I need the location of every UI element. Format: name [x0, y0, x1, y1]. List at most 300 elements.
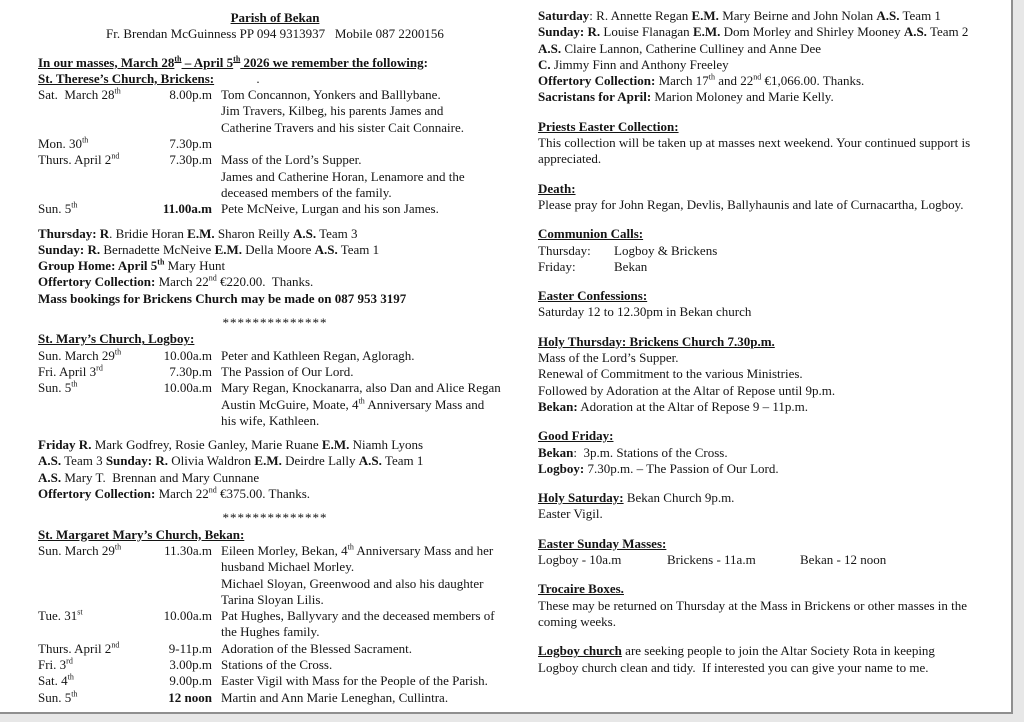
text-segment: Offertory Collection: — [38, 274, 156, 290]
intention-line — [221, 673, 512, 689]
text-segment: Parish of Bekan — [230, 10, 320, 25]
text-segment: St. Therese’s Church, Brickens: — [38, 70, 215, 86]
text-line — [538, 135, 1010, 151]
text-segment: appreciated. — [538, 151, 602, 167]
schedule-day — [38, 608, 156, 641]
text-segment: 7.30p.m — [169, 152, 212, 168]
spacer — [538, 168, 1010, 181]
schedule-row — [38, 690, 512, 706]
mass-schedule — [38, 348, 512, 429]
text-line — [538, 304, 1010, 320]
text-segment: 3.00p.m — [169, 656, 212, 672]
text-segment: Fri. 3 — [38, 656, 67, 672]
spacer — [38, 218, 512, 226]
text-segment: Team 1 — [381, 453, 424, 469]
text-segment: Marion Moloney and Marie Kelly. — [651, 89, 834, 105]
separator: ************** — [222, 315, 328, 331]
text-segment: 10.00a.m — [163, 347, 212, 363]
schedule-row — [38, 348, 512, 364]
schedule-intentions — [212, 364, 512, 380]
text-segment: A.S. — [38, 453, 62, 469]
text-line — [538, 350, 1010, 366]
schedule-day — [38, 152, 156, 201]
text-segment: 11.30a.m — [164, 542, 212, 558]
text-line — [38, 71, 512, 87]
text-segment: €1,066.00. Thanks. — [761, 73, 865, 89]
text-segment: 7.30p.m — [169, 363, 212, 379]
text-segment: 7.30p.m. – The Passion of Our Lord. — [584, 460, 779, 476]
pair-value: Bekan — [614, 258, 648, 274]
text-segment: Adoration at the Altar of Repose 9 – 11p.m. — [577, 398, 808, 414]
text-segment: Priests Easter Collection: — [538, 118, 679, 134]
text-segment: Holy Saturday: — [538, 490, 624, 506]
schedule-time — [156, 348, 212, 364]
text-segment: St. Margaret Mary’s Church, Bekan: — [38, 526, 245, 542]
schedule-day — [38, 87, 156, 136]
spacer — [538, 106, 1010, 119]
intention-line — [221, 592, 512, 608]
schedule-time — [156, 690, 212, 706]
text-segment: Please pray for John Regan, Devlis, Ballyhaunis and late of Curnacartha, Logboy. — [538, 196, 964, 212]
schedule-day — [38, 201, 156, 217]
spacer — [38, 43, 512, 55]
schedule-time — [156, 136, 212, 152]
text-segment: Easter Confessions: — [538, 288, 648, 304]
schedule-time — [156, 152, 212, 201]
schedule-time — [156, 673, 212, 689]
text-segment: th — [114, 86, 121, 96]
text-segment: th — [71, 200, 78, 210]
text-segment: Followed by Adoration at the Altar of Repose until 9p.m. — [538, 382, 836, 398]
text-line — [538, 181, 1010, 197]
text-segment: Sunday: R. — [38, 241, 101, 257]
schedule-intentions — [212, 690, 512, 706]
schedule-day — [38, 690, 156, 706]
text-segment: A.S. — [314, 241, 338, 257]
spacer — [538, 477, 1010, 490]
text-segment: Thursday: R — [38, 225, 110, 241]
text-segment: Mary Hunt — [164, 258, 226, 274]
text-segment: th — [174, 54, 182, 64]
text-segment: E.M. — [214, 241, 243, 257]
text-line — [538, 383, 1010, 399]
text-line — [538, 506, 1010, 522]
text-line — [538, 226, 1010, 242]
mass-schedule — [38, 87, 512, 217]
intention-line — [221, 364, 512, 380]
text-segment: th — [114, 542, 122, 552]
schedule-day — [38, 673, 156, 689]
text-line — [538, 490, 1010, 506]
text-segment: th — [67, 672, 74, 682]
text-line — [38, 291, 512, 307]
text-segment: 2026 we remember the following — [240, 54, 424, 70]
text-segment: C. — [538, 56, 551, 72]
schedule-day — [38, 364, 156, 380]
text-segment: Tom Concannon, Yonkers and Balllybane. — [221, 87, 441, 103]
text-segment: Sunday: R. — [538, 24, 601, 40]
text-segment: nd — [208, 274, 217, 284]
text-segment: Team 1 — [337, 241, 380, 257]
text-segment: March 22 — [155, 274, 209, 290]
text-segment: rd — [66, 656, 73, 666]
text-line — [538, 598, 1010, 614]
schedule-intentions — [212, 136, 512, 152]
schedule-intentions — [212, 608, 512, 641]
intention-line — [221, 543, 512, 559]
text-segment: Easter Sunday Masses: — [538, 535, 667, 551]
text-segment: Michael Sloyan, Greenwood and also his daughter — [221, 575, 484, 591]
text-segment: Friday R. — [38, 437, 92, 453]
text-segment: E.M. — [254, 453, 282, 469]
text-segment: A.S. — [903, 24, 927, 40]
text-segment: th — [71, 689, 78, 699]
text-line — [538, 366, 1010, 382]
text-segment: th — [114, 347, 122, 357]
text-segment: Pete McNeive, Lurgan and his son James. — [221, 201, 439, 217]
text-line — [538, 428, 1010, 444]
schedule-row — [38, 657, 512, 673]
spacer — [538, 523, 1010, 536]
spacer — [38, 307, 512, 315]
schedule-time — [156, 641, 212, 657]
text-segment: 10.00a.m — [163, 380, 212, 396]
intention-line — [221, 136, 512, 152]
intention-line — [221, 201, 512, 217]
text-line — [538, 643, 1010, 659]
intention-line — [221, 103, 512, 119]
text-segment: Trocaire Boxes. — [538, 581, 624, 597]
schedule-day — [38, 136, 156, 152]
text-segment: Renewal of Commitment to the various Ministries. — [538, 366, 803, 382]
text-segment: Peter and Kathleen Regan, Agloragh. — [221, 347, 415, 363]
text-segment: Sun. 5 — [38, 380, 72, 396]
text-segment: Holy Thursday: Brickens Church 7.30p.m. — [538, 333, 775, 349]
text-segment: nd — [208, 485, 217, 495]
text-segment: coming weeks. — [538, 613, 616, 629]
text-segment: husband Michael Morley. — [221, 559, 355, 575]
text-segment: A.S. — [876, 8, 900, 23]
text-segment: Team 2 — [926, 24, 969, 40]
text-segment: Mass of the Lord’s Supper. — [221, 152, 362, 168]
schedule-row — [38, 673, 512, 689]
text-segment: Death: — [538, 180, 576, 196]
text-line — [38, 470, 512, 486]
separator: ************** — [222, 510, 328, 526]
text-segment: Dom Morley and Shirley Mooney — [720, 24, 904, 40]
schedule-day — [38, 657, 156, 673]
text-segment: March 22 — [155, 486, 209, 502]
intention-line — [221, 87, 512, 103]
label-value-row — [538, 259, 1010, 275]
schedule-row — [38, 201, 512, 217]
text-line — [538, 151, 1010, 167]
text-segment: th — [358, 396, 365, 406]
text-segment: th — [233, 54, 241, 64]
text-segment: Anniversary Mass and her — [353, 542, 494, 558]
text-segment: Bekan — [538, 444, 574, 460]
text-segment: Deirdre Lally — [281, 453, 359, 469]
schedule-time — [156, 201, 212, 217]
text-segment: are seeking people to join the Altar Society Rota in keeping — [621, 643, 935, 659]
schedule-day — [38, 543, 156, 608]
text-segment: Bekan Church 9p.m. — [623, 490, 735, 506]
text-line — [538, 334, 1010, 350]
text-segment: Martin and Ann Marie Leneghan, Cullintra. — [221, 689, 449, 705]
text-segment: Easter Vigil with Mass for the People of the Parish. — [221, 673, 488, 689]
text-segment: th — [157, 257, 165, 267]
text-segment: Catherine Travers and his sister Cait Connaire. — [221, 119, 464, 135]
schedule-time — [156, 543, 212, 608]
text-line — [538, 119, 1010, 135]
text-segment: These may be returned on Thursday at the Mass in Brickens or other masses in the — [538, 597, 968, 613]
column-item: Logboy - 10a.m — [538, 552, 622, 568]
text-segment: Fri. April 3 — [38, 363, 97, 379]
text-line — [538, 614, 1010, 630]
text-segment: Sun. March 29 — [38, 347, 115, 363]
text-segment: : — [423, 54, 428, 70]
mass-schedule — [38, 543, 512, 706]
text-segment: nd — [111, 640, 120, 650]
schedule-row — [38, 380, 512, 429]
column-item: Bekan - 12 noon — [800, 552, 887, 568]
text-segment: E.M. — [691, 8, 719, 23]
schedule-day — [38, 380, 156, 429]
text-line — [38, 10, 512, 26]
text-segment: Olivia Waldron — [167, 453, 255, 469]
column-item: Brickens - 11a.m — [667, 552, 756, 568]
schedule-intentions — [212, 87, 512, 136]
text-segment: : R. Annette Regan — [589, 8, 692, 23]
text-segment: th — [347, 542, 354, 552]
text-segment: Jim Travers, Kilbeg, his parents James and — [221, 103, 444, 119]
text-segment: In our masses, March 28 — [38, 54, 175, 70]
intention-line — [221, 690, 512, 706]
intention-line — [221, 397, 512, 413]
schedule-intentions — [212, 380, 512, 429]
text-segment: Bernadette McNeive — [100, 241, 215, 257]
text-segment: Easter Vigil. — [538, 506, 603, 522]
text-line — [538, 399, 1010, 415]
text-segment: Thurs. April 2 — [38, 640, 112, 656]
text-segment: : 3p.m. Stations of the Cross. — [573, 444, 728, 460]
intention-line — [221, 641, 512, 657]
text-segment: Mass of the Lord’s Supper. — [538, 350, 679, 366]
text-line — [38, 274, 512, 290]
text-line — [38, 55, 512, 71]
text-segment: Jimmy Finn and Anthony Freeley — [550, 56, 729, 72]
text-segment: Adoration of the Blessed Sacrament. — [221, 640, 412, 656]
text-segment: St. Mary’s Church, Logboy: — [38, 331, 195, 347]
spacer — [38, 429, 512, 437]
schedule-day — [38, 348, 156, 364]
text-segment: Offertory Collection: — [538, 73, 656, 89]
text-segment: Group Home: April 5 — [38, 258, 158, 274]
schedule-row — [38, 87, 512, 136]
text-line — [38, 242, 512, 258]
text-line — [538, 8, 1010, 24]
text-segment: Thurs. April 2 — [38, 152, 112, 168]
text-segment: E.M. — [692, 24, 721, 40]
text-segment: Mary T. Brennan and Mary Cunnane — [61, 469, 260, 485]
label-value-list — [538, 243, 1010, 276]
text-line — [38, 527, 512, 543]
intention-line — [221, 608, 512, 624]
text-segment: deceased members of the family. — [221, 184, 392, 200]
schedule-intentions — [212, 641, 512, 657]
intention-line — [221, 185, 512, 201]
intention-line — [221, 120, 512, 136]
pair-label: Friday: — [538, 258, 576, 274]
text-segment: Mon. 30 — [38, 136, 83, 152]
text-segment: Team 3 — [61, 453, 106, 469]
text-segment: and 22 — [714, 73, 754, 89]
text-segment: Mary Beirne and John Nolan — [718, 8, 877, 23]
schedule-intentions — [212, 543, 512, 608]
text-segment: Fr. Brendan McGuinness PP 094 9313937 Mobile 087 2200156 — [106, 26, 444, 42]
intention-line — [221, 576, 512, 592]
text-segment: 8.00p.m — [169, 87, 212, 103]
text-segment: Della Moore — [242, 241, 315, 257]
text-segment: 7.30p.m — [169, 136, 212, 152]
text-segment: The Passion of Our Lord. — [221, 363, 354, 379]
schedule-row — [38, 136, 512, 152]
text-line — [38, 258, 512, 274]
text-segment: A.S. — [538, 40, 562, 56]
intention-line — [221, 559, 512, 575]
text-segment: nd — [111, 152, 120, 162]
text-segment: – April 5 — [181, 54, 234, 70]
text-segment: E.M. — [187, 225, 215, 241]
text-line — [538, 660, 1010, 676]
schedule-intentions — [212, 348, 512, 364]
text-line — [538, 73, 1010, 89]
spacer — [538, 415, 1010, 428]
text-segment: James and Catherine Horan, Lenamore and the — [221, 168, 465, 184]
text-segment: Austin McGuire, Moate, 4 — [221, 396, 359, 412]
text-segment: Logboy church — [538, 643, 622, 659]
schedule-intentions — [212, 673, 512, 689]
text-line — [538, 89, 1010, 105]
label-value-row — [538, 243, 1010, 259]
text-segment: A.S. — [358, 453, 382, 469]
schedule-intentions — [212, 152, 512, 201]
text-segment: Mass bookings for Brickens Church may be made on 087 953 3197 — [38, 290, 407, 306]
intention-line — [221, 380, 512, 396]
text-segment: Claire Lannon, Catherine Culliney and Anne Dee — [561, 40, 822, 56]
text-segment: Communion Calls: — [538, 226, 644, 242]
text-line — [538, 536, 1010, 552]
text-segment: Anniversary Mass and — [364, 396, 485, 412]
schedule-time — [156, 608, 212, 641]
text-line — [538, 57, 1010, 73]
text-line — [38, 226, 512, 242]
text-segment: his wife, Kathleen. — [221, 412, 320, 428]
text-segment: Offertory Collection: — [38, 486, 156, 502]
spacer — [538, 630, 1010, 643]
text-segment: the Hughes family. — [221, 624, 320, 640]
text-segment: Logboy: — [538, 460, 585, 476]
schedule-row — [38, 641, 512, 657]
text-segment: Mark Godfrey, Rosie Ganley, Marie Ruane — [91, 437, 322, 453]
text-segment: Niamh Lyons — [349, 437, 424, 453]
text-segment: 9-11p.m — [168, 640, 212, 656]
text-segment: Team 3 — [316, 225, 358, 241]
text-segment: Sun. 5 — [38, 689, 72, 705]
schedule-row — [38, 152, 512, 201]
text-segment: Sun. March 29 — [38, 542, 115, 558]
text-line — [38, 453, 512, 469]
text-segment: A.S. — [292, 225, 317, 241]
text-segment: E.M. — [321, 437, 350, 453]
text-line — [38, 331, 512, 347]
intention-line — [221, 169, 512, 185]
text-line — [38, 486, 512, 502]
three-column-row — [538, 552, 1010, 568]
intention-line — [221, 657, 512, 673]
intention-line — [221, 413, 512, 429]
text-line — [538, 581, 1010, 597]
intention-line — [221, 624, 512, 640]
text-segment: Pat Hughes, Ballyvary and the deceased members of — [221, 608, 495, 624]
schedule-time — [156, 380, 212, 429]
text-segment: Sacristans for April: — [538, 89, 652, 105]
schedule-time — [156, 87, 212, 136]
text-segment: 9.00p.m — [169, 673, 212, 689]
text-segment: Sat. March 28 — [38, 87, 115, 103]
text-segment: Sat. 4 — [38, 673, 68, 689]
text-line — [538, 197, 1010, 213]
text-segment: Bekan: — [538, 398, 578, 414]
text-segment: nd — [753, 72, 762, 82]
text-segment: rd — [96, 363, 103, 373]
schedule-intentions — [212, 201, 512, 217]
text-line — [538, 461, 1010, 477]
intention-line — [221, 152, 512, 168]
spacer — [38, 502, 512, 510]
text-segment: Sharon Reilly — [214, 225, 293, 241]
text-segment: . — [214, 70, 260, 86]
text-segment: . Bridie Horan — [109, 225, 188, 241]
text-segment: €220.00. Thanks. — [216, 274, 314, 290]
schedule-intentions — [212, 657, 512, 673]
text-segment: st — [77, 607, 83, 617]
text-segment: th — [71, 379, 78, 389]
text-segment: Tue. 31 — [38, 608, 78, 624]
spacer — [538, 568, 1010, 581]
intention-line — [221, 348, 512, 364]
text-segment: Stations of the Cross. — [221, 656, 333, 672]
text-segment: Good Friday: — [538, 428, 614, 444]
text-line — [538, 445, 1010, 461]
schedule-time — [156, 364, 212, 380]
text-line — [538, 288, 1010, 304]
schedule-day — [38, 641, 156, 657]
text-segment: 10.00a.m — [163, 608, 212, 624]
right-column — [538, 8, 1010, 676]
text-segment: 12 noon — [168, 689, 212, 705]
text-segment: th — [82, 135, 89, 145]
text-segment: Sun. 5 — [38, 201, 72, 217]
spacer — [538, 321, 1010, 334]
text-segment: Tarina Sloyan Lilis. — [221, 591, 324, 607]
text-segment: Mary Regan, Knockanarra, also Dan and Alice Regan — [221, 380, 501, 396]
text-line — [538, 24, 1010, 40]
pair-label: Thursday: — [538, 242, 591, 258]
text-segment: 11.00a.m — [162, 201, 212, 217]
spacer — [538, 213, 1010, 226]
pair-value: Logboy & Brickens — [614, 242, 718, 258]
